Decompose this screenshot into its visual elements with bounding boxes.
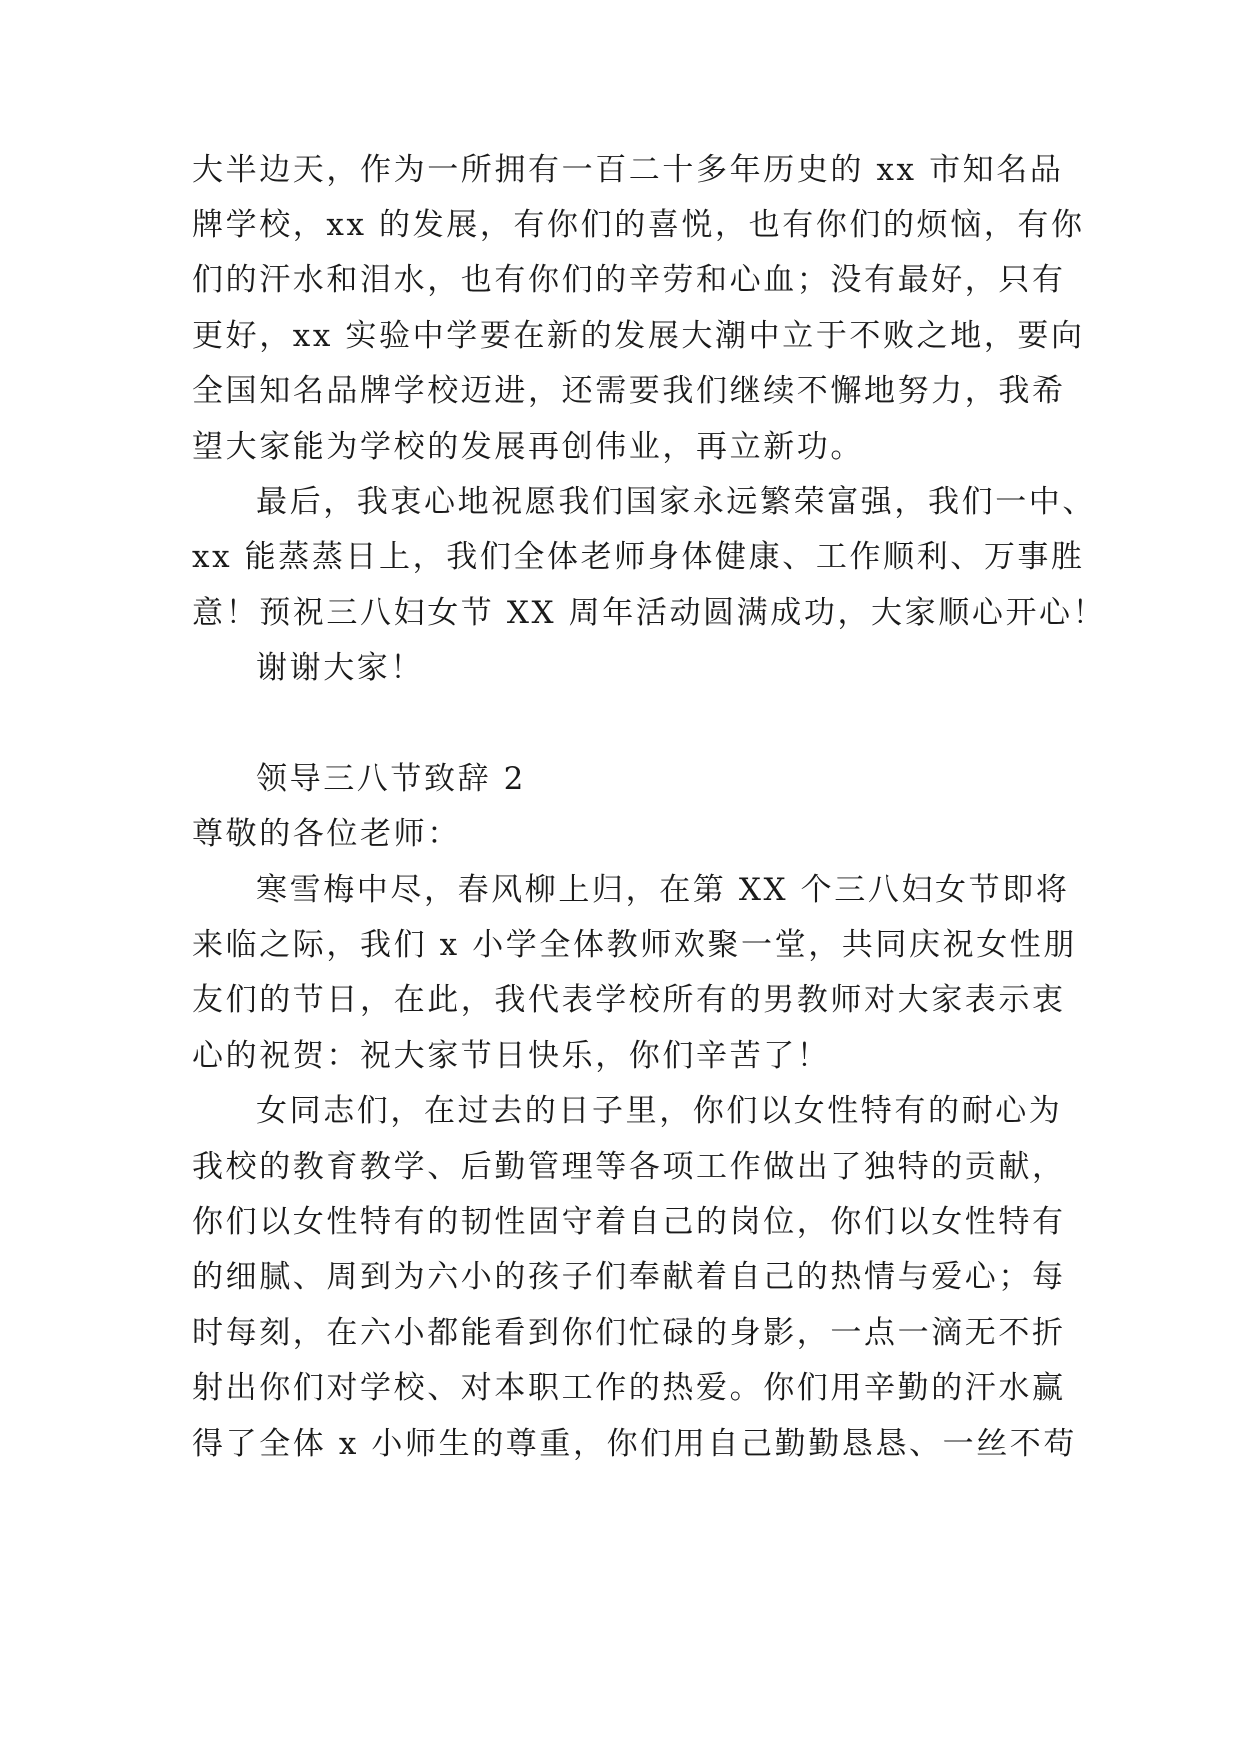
paragraph-line: xx 能蒸蒸日上，我们全体老师身体健康、工作顺利、万事胜: [192, 539, 1085, 575]
paragraph-line: 们的汗水和泪水，也有你们的辛劳和心血；没有最好，只有: [192, 262, 1066, 298]
paragraph-line: 心的祝贺：祝大家节日快乐，你们辛苦了！: [192, 1038, 831, 1074]
paragraph-line: 全国知名品牌学校迈进，还需要我们继续不懈地努力，我希: [192, 373, 1066, 409]
paragraph-line: 意！预祝三八妇女节 XX 周年活动圆满成功，大家顺心开心！: [192, 595, 1107, 631]
paragraph-line: 射出你们对学校、对本职工作的热爱。你们用辛勤的汗水赢: [192, 1370, 1066, 1406]
paragraph-line: 大半边天，作为一所拥有一百二十多年历史的 xx 市知名品: [192, 152, 1064, 188]
closing-thanks: 谢谢大家！: [256, 650, 424, 686]
paragraph-line: 寒雪梅中尽，春风柳上归，在第 XX 个三八妇女节即将: [256, 872, 1070, 908]
paragraph-line: 时每刻，在六小都能看到你们忙碌的身影，一点一滴无不折: [192, 1315, 1066, 1351]
paragraph-line: 的细腻、周到为六小的孩子们奉献着自己的热情与爱心；每: [192, 1259, 1066, 1295]
paragraph-line: 友们的节日，在此，我代表学校所有的男教师对大家表示衷: [192, 982, 1066, 1018]
paragraph-line: 更好，xx 实验中学要在新的发展大潮中立于不败之地，要向: [192, 318, 1085, 354]
paragraph-line: 牌学校，xx 的发展，有你们的喜悦，也有你们的烦恼，有你: [192, 207, 1085, 243]
paragraph-line: 来临之际，我们 x 小学全体教师欢聚一堂，共同庆祝女性朋: [192, 927, 1077, 963]
paragraph-line: 得了全体 x 小师生的尊重，你们用自己勤勤恳恳、一丝不苟: [192, 1426, 1077, 1462]
section-heading: 领导三八节致辞 2: [256, 761, 526, 797]
salutation: 尊敬的各位老师：: [192, 816, 461, 852]
paragraph-line: 女同志们，在过去的日子里，你们以女性特有的耐心为: [256, 1093, 1063, 1129]
paragraph-line: 最后，我衷心地祝愿我们国家永远繁荣富强，我们一中、: [256, 484, 1096, 520]
paragraph-line: 你们以女性特有的韧性固守着自己的岗位，你们以女性特有: [192, 1204, 1066, 1240]
paragraph-line: 我校的教育教学、后勤管理等各项工作做出了独特的贡献，: [192, 1149, 1066, 1185]
paragraph-line: 望大家能为学校的发展再创伟业，再立新功。: [192, 429, 864, 465]
